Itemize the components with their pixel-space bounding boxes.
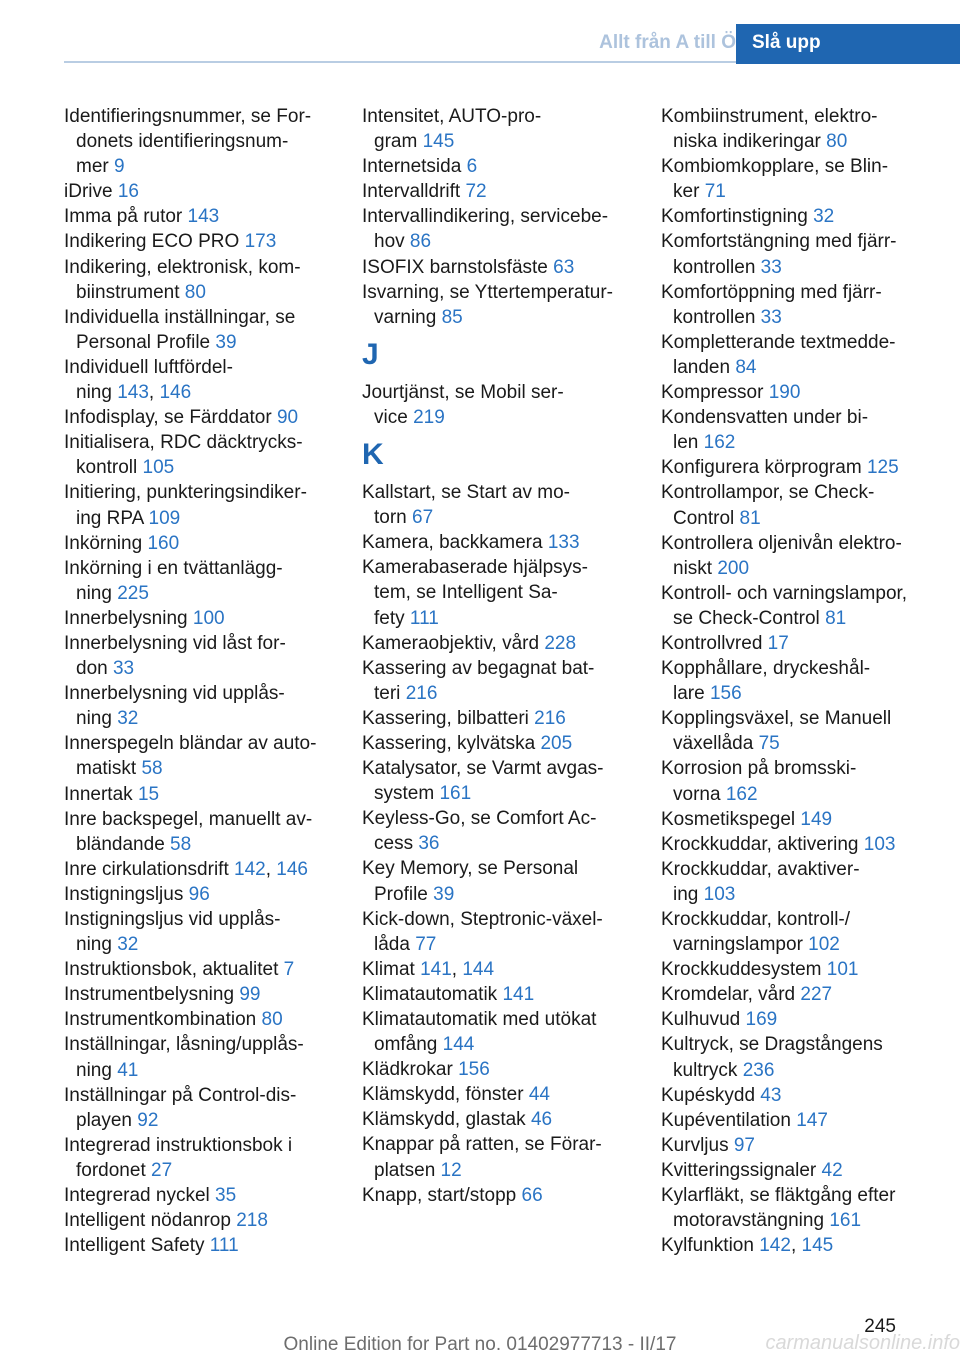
index-entry-text: Kamerabaserade hjälpsys- tem, se Intelligent Sa- fety	[362, 557, 589, 629]
index-entry-text: Kontrollampor, se Check- Control	[661, 482, 875, 529]
page-link[interactable]: 200	[717, 557, 750, 579]
index-entry-text: Instigningsljus vid upplås- ning	[64, 909, 281, 956]
index-entry-text: Kupéventilation	[661, 1109, 797, 1131]
index-entry-text: Infodisplay, se Färddator	[64, 407, 277, 429]
page-link[interactable]: 75	[758, 733, 780, 755]
page-link[interactable]: 67	[412, 507, 434, 529]
index-entry	[362, 957, 632, 982]
index-entry-text: Komfortstängning med fjärr- kontrollen	[661, 231, 897, 278]
page-link[interactable]: 144	[462, 958, 495, 980]
index-entry-text: Key Memory, se Personal Profile	[362, 858, 579, 905]
page-link[interactable]: 39	[433, 883, 455, 905]
index-entry	[362, 1057, 632, 1082]
index-entry-text: Kameraobjektiv, vård	[362, 632, 545, 654]
index-entry-text: Krockkuddesystem	[661, 959, 827, 981]
page-link[interactable]: 71	[704, 181, 726, 203]
index-entry	[661, 982, 931, 1007]
index-entry	[661, 1083, 931, 1108]
index-entry	[64, 807, 334, 857]
page-link[interactable]: 92	[137, 1109, 159, 1131]
index-entry-text: Intelligent nödanrop	[64, 1210, 237, 1232]
index-entry	[362, 731, 632, 756]
page-link[interactable]: 149	[800, 808, 833, 830]
index-entry-text: Innertak	[64, 783, 138, 805]
index-entry	[362, 1107, 632, 1132]
index-entry	[64, 305, 334, 355]
index-entry-text: Konfigurera körprogram	[661, 457, 867, 479]
page-link[interactable]: 16	[117, 181, 139, 203]
index-entry-text: Kulhuvud	[661, 1009, 746, 1031]
page-link[interactable]: 9	[114, 156, 125, 178]
page-link[interactable]: 141	[502, 983, 535, 1005]
page-link[interactable]: 147	[796, 1109, 828, 1131]
index-entry	[64, 1083, 334, 1133]
page-link[interactable]: 12	[440, 1159, 462, 1181]
index-entry	[661, 807, 931, 832]
page-link[interactable]: 80	[261, 1009, 283, 1031]
index-entry	[64, 480, 334, 530]
index-entry	[64, 255, 334, 305]
index-entry-text: Klimatautomatik med utökat omfång	[362, 1009, 597, 1056]
index-entry	[362, 380, 632, 430]
page-link[interactable]: 100	[192, 607, 225, 629]
page-link[interactable]: 36	[418, 833, 440, 855]
page-link[interactable]: 43	[760, 1084, 782, 1106]
index-entry-text: Klämskydd, fönster	[362, 1084, 529, 1106]
index-entry	[64, 405, 334, 430]
page-link[interactable]: 145	[422, 131, 455, 153]
index-entry	[64, 731, 334, 781]
index-entry-text: Kompressor	[661, 382, 769, 404]
index-entry-text: Kopplingsväxel, se Manuell växellåda	[661, 708, 892, 755]
index-entry	[362, 480, 632, 530]
index-column-1	[64, 104, 334, 1258]
index-entry-text: Klimatautomatik	[362, 983, 503, 1005]
page-link[interactable]: 133	[547, 532, 580, 554]
page-link[interactable]: 173	[244, 231, 277, 253]
page-link[interactable]: 85	[441, 306, 463, 328]
lookup-tab[interactable]: Slå upp	[736, 24, 960, 64]
index-entry	[64, 531, 334, 556]
page-link[interactable]: 143	[117, 382, 149, 404]
index-entry-text: Komfortinstigning	[661, 206, 814, 228]
index-entry	[64, 1032, 334, 1082]
page-link[interactable]: 81	[825, 607, 847, 629]
page-link[interactable]: 35	[215, 1185, 237, 1207]
page-link[interactable]: 39	[215, 331, 237, 353]
index-entry	[64, 782, 334, 807]
index-entry-text: Kosmetikspegel	[661, 808, 801, 830]
page-link[interactable]: 216	[534, 707, 566, 729]
index-entry-text: Knapp, start/stopp	[362, 1184, 522, 1206]
index-letter-heading: K	[362, 438, 384, 472]
index-entry	[64, 104, 334, 179]
index-entry	[661, 631, 931, 656]
page-link[interactable]: 101	[826, 959, 859, 981]
page-link[interactable]: 146	[159, 382, 192, 404]
index-entry	[362, 154, 632, 179]
index-entry-text: iDrive	[64, 181, 118, 203]
page-link[interactable]: 236	[742, 1059, 775, 1081]
index-entry-text: Kultryck, se Dragstångens kultryck	[661, 1034, 883, 1081]
index-entry	[362, 530, 632, 555]
footer-edition: Online Edition for Part no. 01402977713 - II/17	[283, 1334, 677, 1355]
index-entry	[64, 857, 334, 882]
index-entry-text: Indikering, elektronisk, kom- biinstrument	[64, 256, 301, 303]
index-entry	[661, 1158, 931, 1183]
index-entry-text: Inställningar på Control-dis- playen	[64, 1084, 297, 1131]
index-entry	[661, 455, 931, 480]
index-entry-text: Kylfunktion	[661, 1235, 760, 1257]
page-link[interactable]: 143	[187, 206, 220, 228]
index-entry-text: Kromdelar, vård	[661, 984, 801, 1006]
index-entry	[661, 706, 931, 756]
index-entry	[362, 1082, 632, 1107]
page-link[interactable]: 6	[466, 156, 478, 178]
index-entry	[64, 355, 334, 405]
page-link[interactable]: 17	[767, 632, 789, 654]
index-entry-text: Inre backspegel, manuellt av- bländande	[64, 808, 313, 855]
index-entry-text: Krockkuddar, aktivering	[661, 833, 864, 855]
page-link[interactable]: 63	[553, 256, 575, 278]
index-entry	[64, 1183, 334, 1208]
index-entry	[362, 907, 632, 957]
index-entry-text: Inkörning	[64, 532, 148, 554]
index-entry-text: Instruktionsbok, aktualitet	[64, 959, 284, 981]
index-entry	[64, 1233, 334, 1258]
index-entry	[64, 1007, 334, 1032]
index-entry-text: Indikering ECO PRO	[64, 231, 245, 253]
index-entry	[661, 832, 931, 857]
index-entry	[64, 907, 334, 957]
index-entry	[661, 204, 931, 229]
page-link[interactable]: 225	[117, 582, 149, 604]
index-entry-text: Klämskydd, glastak	[362, 1109, 531, 1131]
index-letter-heading: J	[362, 337, 379, 371]
index-entry	[661, 656, 931, 706]
page-link[interactable]: 41	[117, 1059, 139, 1081]
index-entry	[362, 806, 632, 856]
page-link[interactable]: 105	[142, 457, 175, 479]
page-link[interactable]: 32	[117, 708, 139, 730]
index-entry	[661, 1183, 931, 1233]
index-entry-text: Kallstart, se Start av mo- torn	[362, 482, 571, 529]
index-entry	[64, 882, 334, 907]
index-entry	[661, 581, 931, 631]
index-entry	[64, 1133, 334, 1183]
section-title[interactable]: Allt från A till Ö	[599, 32, 736, 53]
page-link[interactable]: 228	[544, 632, 577, 654]
index-entry-text: Kick-down, Steptronic-växel- låda	[362, 908, 603, 955]
index-entry-text: Instigningsljus	[64, 883, 189, 905]
index-entry	[661, 1007, 931, 1032]
page-link[interactable]: 142	[234, 858, 266, 880]
index-entry	[661, 380, 931, 405]
page-link[interactable]: 99	[239, 984, 261, 1006]
index-entry-text: Kylarfläkt, se fläktgång efter motoravstängning	[661, 1185, 896, 1232]
index-entry-text: Kombiinstrument, elektro- niska indikeringar	[661, 106, 878, 153]
page-link[interactable]: 96	[188, 883, 210, 905]
page-link[interactable]: 169	[745, 1009, 778, 1031]
index-entry-text: Intelligent Safety	[64, 1235, 210, 1257]
index-entry-text: Kassering, kylvätska	[362, 732, 541, 754]
index-entry-text: ISOFIX barnstolsfäste	[362, 256, 554, 278]
index-entry	[362, 982, 632, 1007]
index-entry-text: Kondensvatten under bi- len	[661, 407, 869, 454]
index-entry	[661, 104, 931, 154]
page-link[interactable]: 190	[768, 382, 801, 404]
index-entry-text: Kompletterande textmedde- landen	[661, 331, 896, 378]
index-entry	[362, 280, 632, 330]
index-entry	[362, 204, 632, 254]
page-link[interactable]: 27	[151, 1159, 173, 1181]
page-link[interactable]: 42	[821, 1159, 843, 1181]
index-entry-text: Krockkuddar, kontroll-/ varningslampor	[661, 909, 851, 956]
index-entry	[362, 179, 632, 204]
index-entry	[64, 430, 334, 480]
index-entry-text: Komfortöppning med fjärr- kontrollen	[661, 281, 882, 328]
index-entry-text: Kamera, backkamera	[362, 532, 548, 554]
page-link[interactable]: 125	[866, 457, 899, 479]
page-link[interactable]: 111	[209, 1235, 239, 1257]
index-entry	[64, 957, 334, 982]
index-entry-text: Intensitet, AUTO-pro- gram	[362, 106, 542, 153]
index-entry	[64, 1208, 334, 1233]
index-entry-text: Kvitteringssignaler	[661, 1159, 822, 1181]
page-link[interactable]: 80	[826, 131, 848, 153]
page-separator: ,	[265, 858, 277, 880]
page-link[interactable]: 145	[801, 1235, 834, 1257]
page-link[interactable]: 218	[236, 1210, 268, 1232]
page-link[interactable]: 58	[170, 833, 192, 855]
index-entry-text: Intervalldrift	[362, 181, 466, 203]
index-entry-text: Integrerad nyckel	[64, 1185, 216, 1207]
index-entry	[661, 480, 931, 530]
index-entry-text: Klädkrokar	[362, 1059, 459, 1081]
page-link[interactable]: 141	[420, 958, 452, 980]
index-entry-text: Kontroll- och varningslampor, se Check-Control	[661, 582, 908, 629]
index-entry-text: Individuella inställningar, se Personal Profile	[64, 306, 296, 353]
index-entry	[661, 756, 931, 806]
page-link[interactable]: 146	[276, 858, 308, 880]
page-link[interactable]: 162	[703, 432, 736, 454]
page-link[interactable]: 109	[148, 507, 181, 529]
index-entry	[661, 1133, 931, 1158]
index-entry	[661, 405, 931, 455]
page-link[interactable]: 216	[405, 682, 438, 704]
index-entry	[362, 631, 632, 656]
index-entry-text: Inkörning i en tvättanlägg- ning	[64, 557, 283, 604]
page-link[interactable]: 103	[703, 883, 736, 905]
index-entry	[661, 229, 931, 279]
index-entry	[661, 154, 931, 204]
index-entry	[362, 656, 632, 706]
index-entry	[661, 330, 931, 380]
page-link[interactable]: 219	[413, 406, 445, 428]
index-entry-text: Inställningar, låsning/upplås- ning	[64, 1034, 304, 1081]
page-link[interactable]: 111	[409, 607, 439, 629]
index-entry-text: Isvarning, se Yttertemperatur- varning	[362, 281, 613, 328]
index-entry-text: Klimat	[362, 958, 421, 980]
index-entry-text: Individuell luftfördel- ning	[64, 356, 233, 404]
index-entry-text: Instrumentkombination	[64, 1009, 262, 1031]
page-link[interactable]: 142	[759, 1235, 791, 1257]
index-entry-text: Initialisera, RDC däcktrycks- kontroll	[64, 432, 303, 479]
index-entry-text: Katalysator, se Varmt avgas- system	[362, 758, 604, 805]
index-entry-text: Kombiomkopplare, se Blin- ker	[661, 156, 889, 203]
index-entry-text: Identifieringsnummer, se For- donets identifieringsnum- mer	[64, 106, 312, 178]
page-link[interactable]: 160	[147, 532, 180, 554]
page-separator: ,	[790, 1235, 802, 1257]
page-link[interactable]: 33	[112, 658, 135, 680]
page-header	[64, 24, 960, 64]
page-link[interactable]: 32	[117, 934, 139, 956]
index-entry	[661, 280, 931, 330]
index-entry	[661, 1233, 931, 1258]
watermark: carmanualsonline.info	[765, 1332, 960, 1354]
page-link[interactable]: 66	[521, 1184, 543, 1206]
page-separator: ,	[148, 382, 160, 404]
index-entry-text: Internetsida	[362, 156, 467, 178]
index-entry-text: Intervallindikering, servicebe- hov	[362, 206, 609, 253]
page-link[interactable]: 86	[409, 231, 432, 253]
index-entry-text: Kassering, bilbatteri	[362, 707, 535, 729]
index-entry	[362, 706, 632, 731]
page-link[interactable]: 44	[528, 1084, 550, 1106]
index-entry	[661, 531, 931, 581]
index-entry-text: Instrumentbelysning	[64, 984, 240, 1006]
index-entry	[362, 1007, 632, 1057]
page-link[interactable]: 81	[739, 507, 761, 529]
index-entry-text: Kassering av begagnat bat- teri	[362, 657, 595, 704]
page-link[interactable]: 77	[415, 933, 437, 955]
page-number: 245	[864, 1316, 896, 1337]
index-entry	[661, 907, 931, 957]
index-entry-text: Initiering, punkteringsindiker- ing RPA	[64, 482, 307, 529]
index-entry-text: Kontrollvred	[661, 632, 768, 654]
index-entry-text: Innerbelysning vid upplås- ning	[64, 683, 285, 730]
index-entry-text: Integrerad instruktionsbok i fordonet	[64, 1134, 293, 1181]
index-entry	[362, 1183, 632, 1208]
index-entry	[64, 556, 334, 606]
page-link[interactable]: 162	[725, 783, 758, 805]
index-entry-text: Korrosion på bromsski- vorna	[661, 758, 857, 805]
index-entry-text: Kopphållare, dryckeshål- lare	[661, 658, 871, 705]
index-entry	[64, 982, 334, 1007]
index-entry	[362, 756, 632, 806]
index-entry-text: Krockkuddar, avaktiver- ing	[661, 858, 860, 905]
page-link[interactable]: 161	[439, 783, 472, 805]
page-link[interactable]: 46	[530, 1109, 553, 1131]
index-column-2	[362, 104, 632, 1208]
index-column-3	[661, 104, 931, 1258]
index-entry-text: Innerbelysning	[64, 607, 193, 629]
page-link[interactable]: 161	[829, 1210, 862, 1232]
page-link[interactable]: 7	[283, 959, 295, 981]
page-link[interactable]: 97	[733, 1134, 755, 1156]
page-link[interactable]: 58	[141, 758, 163, 780]
index-entry	[661, 857, 931, 907]
page-link[interactable]: 33	[760, 256, 782, 278]
index-entry	[64, 179, 334, 204]
index-entry	[362, 555, 632, 630]
index-entry-text: Imma på rutor	[64, 206, 188, 228]
index-entry	[362, 1132, 632, 1182]
index-entry	[661, 957, 931, 982]
index-entry	[64, 681, 334, 731]
index-entry-text: Kupéskydd	[661, 1084, 761, 1106]
index-entry-text: Innerspegeln bländar av auto- matiskt	[64, 733, 317, 780]
page-separator: ,	[451, 958, 463, 980]
index-entry-text: Jourtjänst, se Mobil ser- vice	[362, 381, 564, 428]
index-entry	[64, 229, 334, 254]
index-entry-text: Keyless-Go, se Comfort Ac- cess	[362, 808, 597, 855]
index-entry-text: Inre cirkulationsdrift	[64, 858, 235, 880]
index-entry	[362, 856, 632, 906]
index-entry	[64, 606, 334, 631]
index-entry-text: Kurvljus	[661, 1134, 734, 1156]
page-link[interactable]: 80	[184, 281, 206, 303]
index-entry-text: Innerbelysning vid låst for- don	[64, 632, 286, 680]
index-entry	[661, 1032, 931, 1082]
page-link[interactable]: 102	[808, 934, 840, 956]
page-link[interactable]: 90	[276, 407, 299, 429]
index-entry-text: Knappar på ratten, se Förar- platsen	[362, 1134, 602, 1181]
page-link[interactable]: 144	[442, 1034, 475, 1056]
page-link[interactable]: 33	[760, 306, 782, 328]
page-link[interactable]: 72	[465, 181, 487, 203]
index-entry	[64, 204, 334, 229]
page-link[interactable]: 205	[540, 732, 573, 754]
page-link[interactable]: 103	[863, 833, 896, 855]
page-link[interactable]: 32	[813, 206, 835, 228]
index-entry	[661, 1108, 931, 1133]
index-entry	[362, 255, 632, 280]
page-link[interactable]: 84	[735, 356, 757, 378]
index-entry	[64, 631, 334, 681]
page-link[interactable]: 15	[137, 783, 160, 805]
index-entry	[362, 104, 632, 154]
page-link[interactable]: 156	[709, 683, 742, 705]
page-link[interactable]: 227	[800, 984, 833, 1006]
index-entry-text: Kontrollera oljenivån elektro- niskt	[661, 532, 902, 579]
page-link[interactable]: 156	[458, 1059, 490, 1081]
